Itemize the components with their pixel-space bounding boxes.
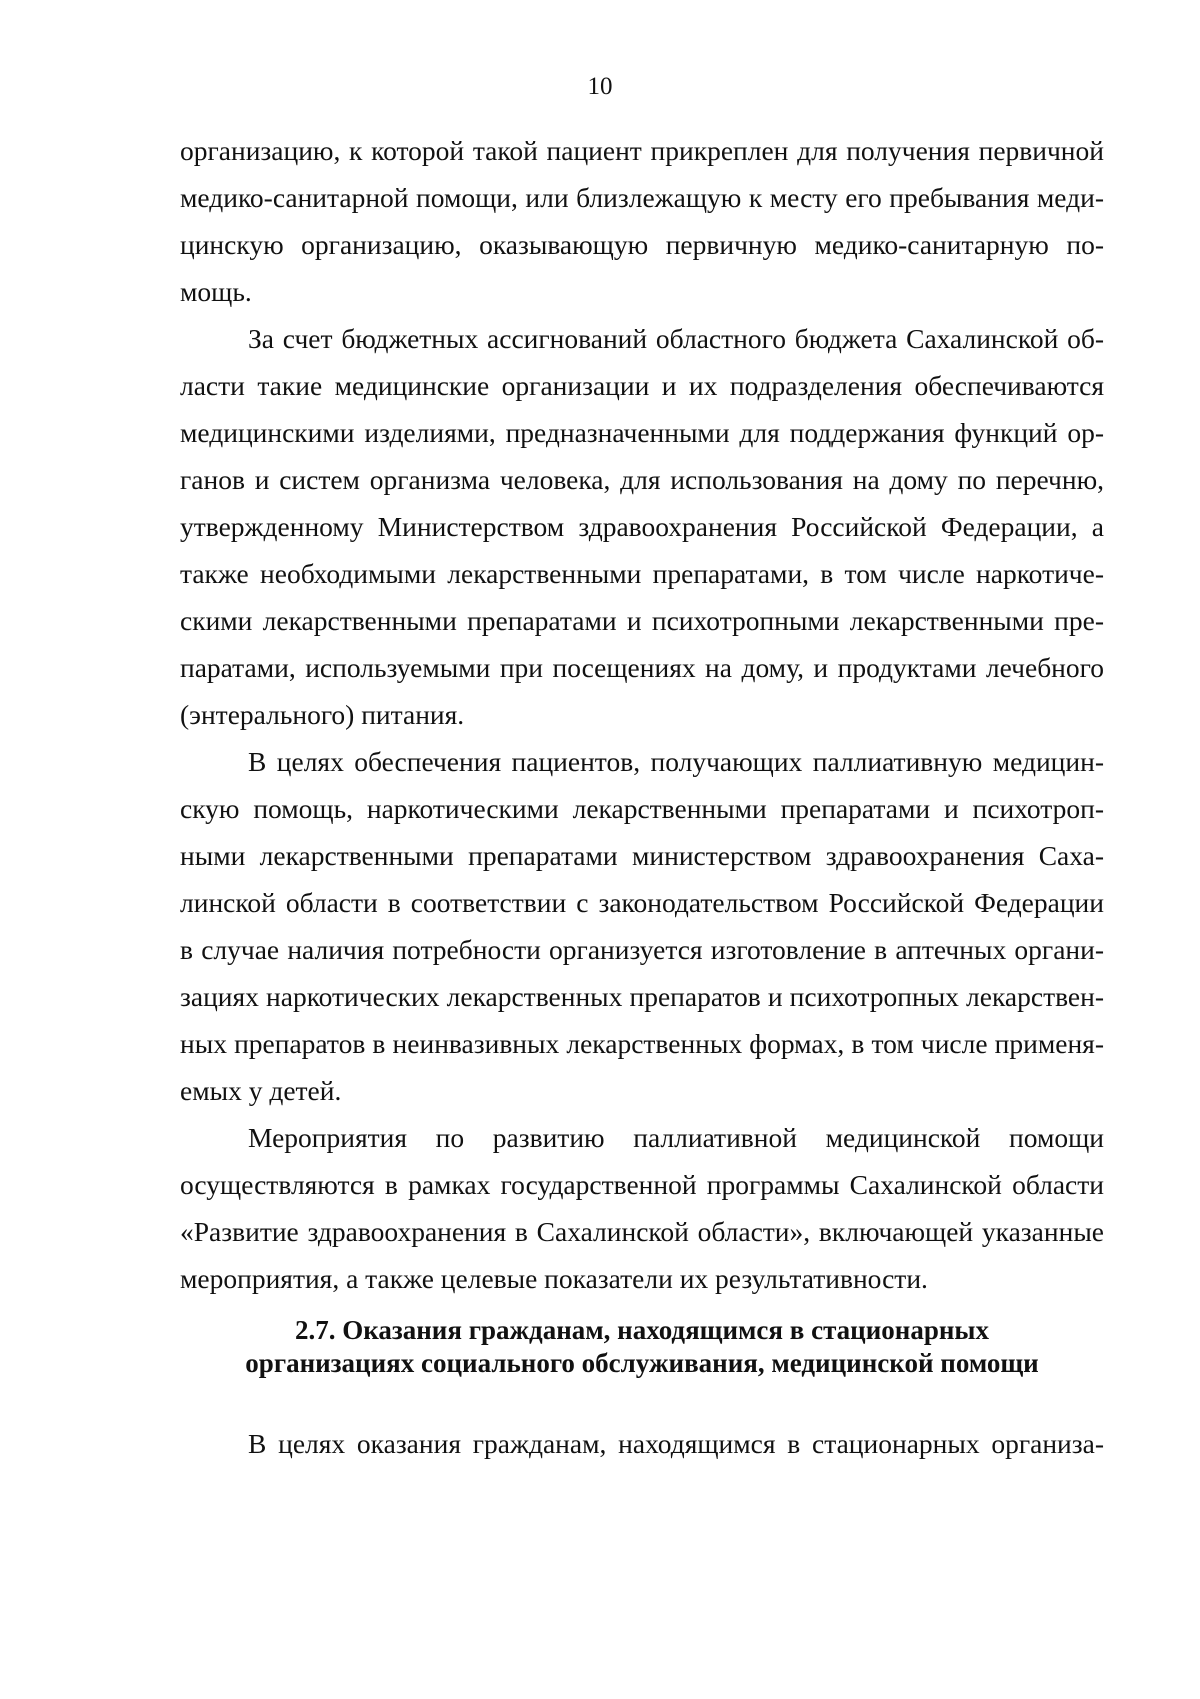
page-number: 10: [587, 73, 613, 100]
text-line: утвержденному Министерством здравоохранения Российской Федерации, а: [180, 511, 1104, 542]
paragraph-5: [180, 1420, 1104, 1467]
text-line: В целях оказания гражданам, находящимся в стационарных организа-: [248, 1428, 1104, 1459]
text-line: мероприятия, а также целевые показатели их результативности.: [180, 1263, 928, 1294]
heading-line: организациях социального обслуживания, медицинской помощи: [245, 1348, 1039, 1378]
text-line: зациях наркотических лекарственных препаратов и психотропных лекарствен-: [180, 981, 1104, 1012]
text-line: емых у детей.: [180, 1075, 342, 1106]
text-line: в случае наличия потребности организуется изготовление в аптечных органи-: [180, 934, 1104, 965]
text-line: (энтерального) питания.: [180, 699, 465, 730]
text-line: медико-санитарной помощи, или близлежащую к месту его пребывания меди-: [180, 182, 1104, 213]
text-line: ласти такие медицинские организации и их подразделения обеспечиваются: [180, 370, 1104, 401]
text-line: ганов и систем организма человека, для использования на дому по перечню,: [180, 464, 1104, 495]
paragraph-1: [180, 127, 1104, 315]
text-line: Мероприятия по развитию паллиативной медицинской помощи: [248, 1122, 1104, 1153]
text-line: паратами, используемыми при посещениях на дому, и продуктами лечебного: [180, 652, 1104, 683]
text-line: скими лекарственными препаратами и психотропными лекарственными пре-: [180, 605, 1104, 636]
paragraph-4: [180, 1114, 1104, 1302]
heading-line: 2.7. Оказания гражданам, находящимся в стационарных: [294, 1315, 989, 1345]
text-line: мощь.: [180, 276, 252, 307]
text-line: организацию, к которой такой пациент прикреплен для получения первичной: [180, 135, 1104, 166]
text-line: осуществляются в рамках государственной программы Сахалинской области: [180, 1169, 1104, 1200]
page-body: [180, 127, 1104, 1467]
text-line: линской области в соответствии с законодательством Российской Федерации: [180, 887, 1104, 918]
text-line: медицинскими изделиями, предназначенными для поддержания функций ор-: [180, 417, 1104, 448]
text-line: скую помощь, наркотическими лекарственными препаратами и психотроп-: [180, 793, 1104, 824]
section-heading: [180, 1314, 1104, 1380]
text-line: «Развитие здравоохранения в Сахалинской области», включающей указанные: [180, 1216, 1104, 1247]
text-line: ных препаратов в неинвазивных лекарственных формах, в том числе применя-: [180, 1028, 1104, 1059]
text-line: цинскую организацию, оказывающую первичную медико-санитарную по-: [180, 229, 1104, 260]
text-line: также необходимыми лекарственными препаратами, в том числе наркотиче-: [180, 558, 1104, 589]
text-line: ными лекарственными препаратами министерством здравоохранения Саха-: [180, 840, 1104, 871]
text-line: За счет бюджетных ассигнований областного бюджета Сахалинской об-: [248, 323, 1104, 354]
text-line: В целях обеспечения пациентов, получающих паллиативную медицин-: [248, 746, 1104, 777]
paragraph-2: [180, 315, 1104, 738]
paragraph-3: [180, 738, 1104, 1114]
